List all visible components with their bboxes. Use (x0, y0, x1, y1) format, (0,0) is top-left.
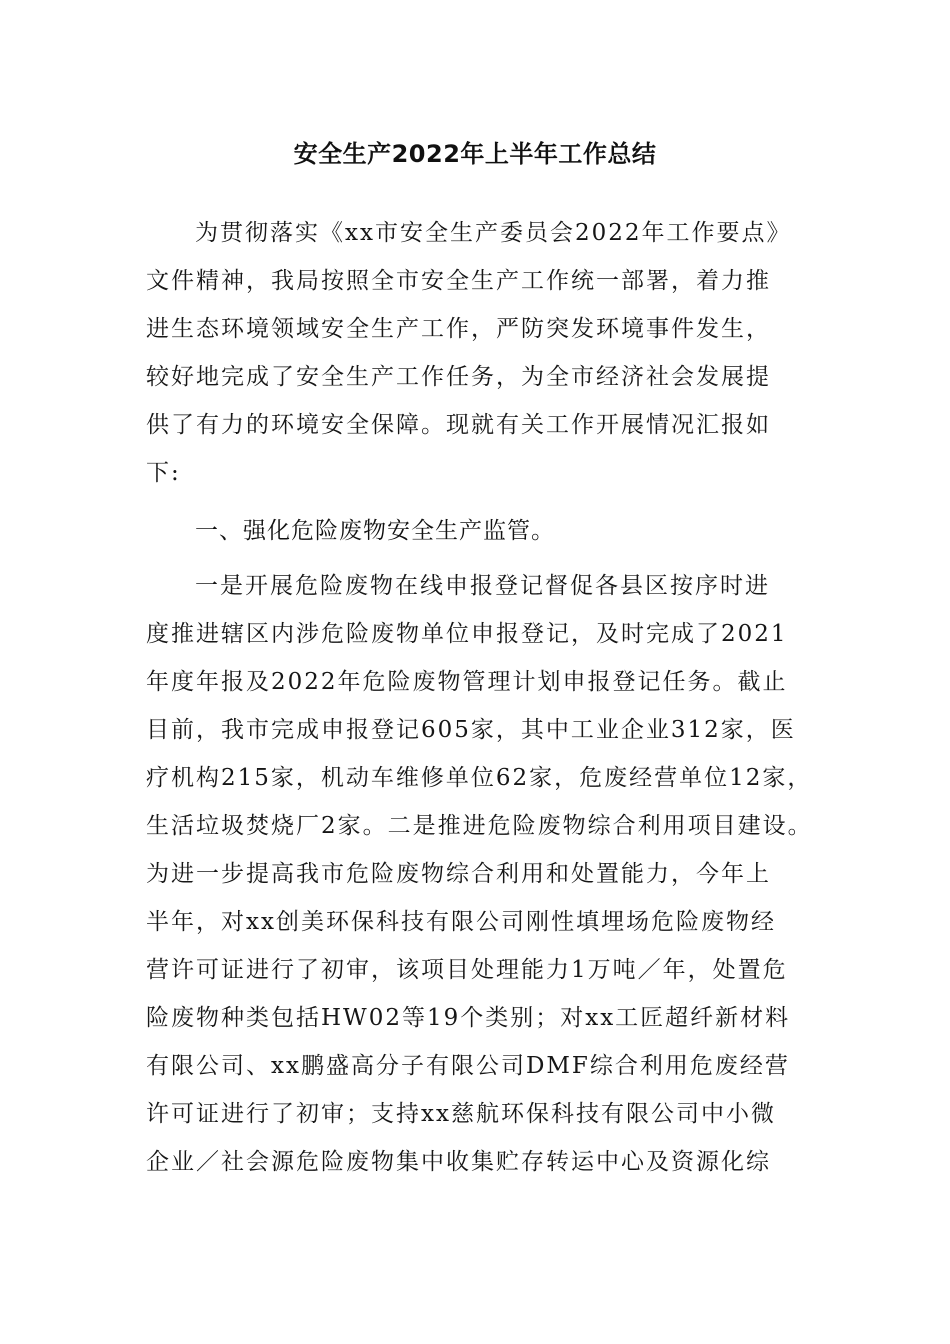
paragraph-line: 险废物种类包括HW02等19个类别；对xx工匠超纤新材料 (146, 1005, 791, 1031)
paragraph-line: 半年，对xx创美环保科技有限公司刚性填埋场危险废物经 (146, 909, 776, 935)
paragraph-line: 下: (146, 460, 181, 486)
paragraph-line: 生活垃圾焚烧厂2家。二是推进危险废物综合利用项目建设。 (146, 813, 813, 839)
paragraph-line: 许可证进行了初审；支持xx慈航环保科技有限公司中小微 (146, 1101, 776, 1127)
paragraph-line: 进生态环境领域安全生产工作，严防突发环境事件发生， (146, 316, 771, 342)
paragraph-line: 度推进辖区内涉危险废物单位申报登记，及时完成了2021 (146, 621, 788, 647)
paragraph-line: 为进一步提高我市危险废物综合利用和处置能力，今年上 (146, 861, 771, 887)
section-heading: 一、强化危险废物安全生产监管。 (195, 518, 555, 544)
paragraph-line: 文件精神，我局按照全市安全生产工作统一部署，着力推 (146, 268, 771, 294)
paragraph-line: 年度年报及2022年危险废物管理计划申报登记任务。截止 (146, 669, 788, 695)
paragraph-line: 为贯彻落实《xx市安全生产委员会2022年工作要点》 (195, 220, 792, 246)
paragraph-line: 有限公司、xx鹏盛高分子有限公司DMF综合利用危废经营 (146, 1053, 790, 1079)
document-title: 安全生产2022年上半年工作总结 (293, 140, 657, 168)
paragraph-line: 营许可证进行了初审，该项目处理能力1万吨／年，处置危 (146, 957, 788, 983)
paragraph-line: 企业／社会源危险废物集中收集贮存转运中心及资源化综 (146, 1149, 771, 1175)
paragraph-line: 一是开展危险废物在线申报登记督促各县区按序时进 (195, 573, 770, 599)
paragraph-line: 供了有力的环境安全保障。现就有关工作开展情况汇报如 (146, 412, 771, 438)
paragraph-line: 较好地完成了安全生产工作任务，为全市经济社会发展提 (146, 364, 771, 390)
paragraph-line: 疗机构215家，机动车维修单位62家，危废经营单位12家， (146, 765, 813, 791)
paragraph-line: 目前，我市完成申报登记605家，其中工业企业312家，医 (146, 717, 796, 743)
